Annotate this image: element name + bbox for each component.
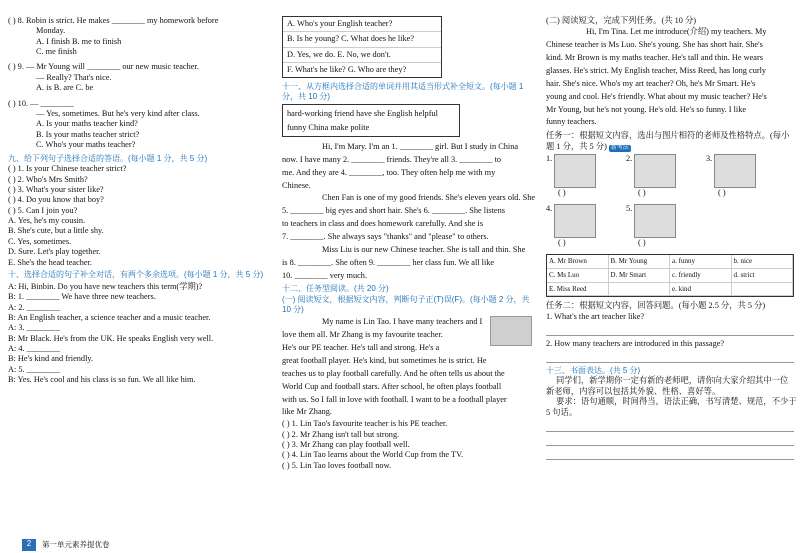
word-box: hard-working friend have she English helpful funny China make polite: [282, 104, 460, 137]
writing-line[interactable]: [546, 449, 794, 460]
passage-line: 7. ________. She always says "thanks" and "please" to others.: [282, 231, 489, 241]
dialog-line: B: Yes. He's cool and his class is so fun. We all like him.: [8, 375, 196, 385]
pic-number: 5.: [626, 204, 633, 214]
pic-blank: ( ): [638, 188, 646, 198]
tf-item: ( ) 1. Lin Tao's favourite teacher is his PE teacher.: [282, 419, 448, 429]
pic-number: 4.: [546, 204, 553, 214]
dialog-line: A: Hi, Binbin. Do you have new teachers this term(学期)?: [8, 281, 203, 291]
reading-line: My name is Lin Tao. I have many teachers and I: [322, 317, 483, 327]
passage-line: Hi, I'm Tina. Let me introduce(介绍) my teachers. My: [586, 27, 767, 37]
tf-item: ( ) 3. Mr Zhang can play football well.: [282, 440, 410, 450]
reading-line: with us. So I fall in love with football. I want to be a football player: [282, 394, 507, 404]
passage-line: hair. She's nice. Who's my art teacher? Oh, he's Mr Smart. He's: [546, 78, 756, 88]
reading-line: like Mr Zhang.: [282, 407, 333, 417]
passage-line: funny teachers.: [546, 117, 597, 127]
q8-options: A. I finish B. me to finish: [36, 36, 122, 46]
writing-prompt: 要求：语句通顺，时间得当，语法正确，书写清楚、规范，不少于: [556, 397, 797, 407]
dialog-line: B: An English teacher, a science teacher and a music teacher.: [8, 312, 211, 322]
q10-line: ( ) 10. — ________: [8, 98, 74, 108]
grid-cell: A. Mr Brown: [547, 255, 609, 269]
sec9-answer: E. She's the head teacher.: [8, 257, 92, 267]
passage-line: 5. ________ big eyes and short hair. She's 6. ________. She listens: [282, 206, 505, 216]
reading-line: World Cup and football stars. After school, he often plays football: [282, 381, 502, 391]
sec9-question: ( ) 5. Can I join you?: [8, 205, 78, 215]
grid-cell: E. Miss Reed: [547, 283, 609, 297]
passage-line: Hi, I'm Mary. I'm an 1. ________ girl. But I study in China: [322, 141, 519, 151]
writing-prompt: 5 句话。: [546, 407, 578, 417]
q10-line: — Yes, sometimes. But he's very kind after class.: [36, 108, 200, 118]
grid-cell: d. strict: [732, 269, 794, 283]
reading-task-heading: (一) 阅读短文，根据短文内容，判断句子正(T)误(F)。(每小题 2 分，共 10 分): [282, 295, 530, 315]
section-11-heading: 十一、从方框内选择合适的单词并用其适当形式补全短文。(每小题 1 分，共 10 分): [282, 82, 524, 102]
dialog-line: B: He's kind and friendly.: [8, 354, 94, 364]
passage-line: Chinese.: [282, 180, 311, 190]
dialog-line: A: 5. ________: [8, 364, 60, 374]
task-heading: (二) 阅读短文，完成下列任务。(共 10 分): [546, 16, 697, 25]
teacher-picture: [634, 154, 676, 188]
grid-cell: [609, 283, 671, 297]
column-right: [546, 16, 797, 463]
sec9-answer: A. Yes, he's my cousin.: [8, 216, 86, 226]
page-footer-title: 第一单元素养提优卷: [42, 540, 110, 549]
passage-line: young and cool. He's friendly. What about my music teacher? He's: [546, 91, 767, 101]
pic-blank: ( ): [718, 188, 726, 198]
reading-line: teaches us to play football carefully. And he often tells us about the: [282, 368, 505, 378]
pic-number: 3.: [706, 154, 713, 164]
picture-row: [546, 154, 794, 250]
dialog-line: B: Mr Black. He's from the UK. He speaks English very well.: [8, 333, 214, 343]
pic-blank: ( ): [638, 238, 646, 248]
grid-cell: C. Ms Luo: [547, 269, 609, 283]
tf-item: ( ) 2. Mr Zhang isn't tall but strong.: [282, 429, 400, 439]
tf-item: ( ) 5. Lin Tao loves football now.: [282, 460, 392, 470]
q8-line: ( ) 8. Robin is strict. He makes ________ my homework before: [8, 16, 219, 25]
q10-option: C. Who's your maths teacher?: [36, 139, 136, 149]
q8-options: C. me finish: [36, 47, 77, 57]
choice-grid: [546, 254, 794, 297]
section-9-heading: 九、给下列句子选择合适的答语。(每小题 1 分，共 5 分): [8, 154, 208, 164]
passage-line: Miss Liu is our new Chinese teacher. She is tall and thin. She: [322, 244, 526, 254]
reading-line: great football player. He's kind, but sometimes he is strict. He: [282, 356, 487, 365]
sec9-answer: C. Yes, sometimes.: [8, 236, 72, 246]
sec9-answer: D. Sure. Let's play together.: [8, 247, 101, 257]
sec9-question: ( ) 2. Who's Mrs Smith?: [8, 174, 88, 184]
passage-line: Chinese teacher is Ms Luo. She's young. She has short hair. She's: [546, 40, 763, 50]
q8-line: Monday.: [36, 26, 66, 36]
pic-number: 2.: [626, 154, 633, 164]
column-middle: [282, 16, 536, 471]
grid-cell: a. funny: [670, 255, 732, 269]
option-line: D. Yes, we do. E. No, we don't.: [283, 48, 441, 63]
pic-blank: ( ): [558, 188, 566, 198]
tf-item: ( ) 4. Lin Tao learns about the World Cup from the TV.: [282, 450, 464, 460]
task1-text: 任务一：根据短文内容，选出与图片相符的老师及性格特点。(每小题 1 分，共 5 分): [546, 131, 790, 151]
tina-passage: [546, 26, 794, 129]
football-picture: [490, 316, 532, 346]
sec9-question: ( ) 4. Do you know that boy?: [8, 195, 104, 205]
q9-options: A. is B. are C. be: [36, 83, 94, 93]
options-box: [282, 16, 442, 78]
passage-line: me. And they are 4. ________, too. They often help me with my: [282, 167, 496, 177]
section-10-heading: 十、选择合适的句子补全对话，有两个多余选项。(每小题 1 分，共 5 分): [8, 269, 264, 279]
teacher-picture: [634, 204, 676, 238]
passage-line: is 8. ________. She often 9. ________ her class fun. We all like: [282, 257, 495, 267]
passage-line: Chen Fan is one of my good friends. She's eleven years old. She: [322, 193, 536, 203]
grid-cell: D. Mr Smart: [609, 269, 671, 283]
sec9-question: ( ) 3. What's your sister like?: [8, 185, 104, 195]
passage-line: now. I have many 2. ________ friends. They're all 3. ________ to: [282, 154, 502, 164]
passage-line: to teachers in class and does homework carefully. And she is: [282, 219, 484, 229]
dialog-line: B: 1. ________ We have three new teachers.: [8, 292, 156, 302]
passage-line: 10. ________ very much.: [282, 270, 368, 280]
answer-line[interactable]: [546, 352, 794, 363]
sec9-answer: B. She's cute, but a little shy.: [8, 226, 104, 236]
q10-option: B. Is your maths teacher strict?: [36, 129, 140, 139]
column-left: [8, 16, 270, 386]
task2-question: 1. What's the art teacher like?: [546, 311, 645, 321]
q9-line: — Really? That's nice.: [36, 72, 112, 82]
q10-option: A. Is your maths teacher kind?: [36, 119, 138, 129]
option-line: B. Is he young? C. What does he like?: [283, 32, 441, 47]
cloze-passage: [282, 141, 536, 282]
pic-number: 1.: [546, 154, 553, 164]
passage-line: glasses. He's strict. My English teacher, Miss Reed, has long curly: [546, 65, 767, 75]
teacher-picture: [554, 204, 596, 238]
grid-cell: e. kind: [670, 283, 732, 297]
reading-line: He's our PE teacher. He's tall and strong. He's a: [282, 343, 440, 353]
option-line: A. Who's your English teacher?: [283, 17, 441, 32]
sec9-question: ( ) 1. Is your Chinese teacher strict?: [8, 164, 127, 174]
writing-line[interactable]: [546, 421, 794, 432]
dialog-line: A: 4. ________: [8, 344, 60, 354]
reading-line: love them all. Mr Zhang is my favourite teacher.: [282, 330, 443, 340]
section-13-heading: 十三、书面表达。(共 5 分): [546, 366, 641, 376]
passage-line: Mr Young, but he's not young. He's old. He's so funny. I like: [546, 104, 747, 114]
writing-prompt: 同学们，新学期你一定有新的老师吧，请你向大家介绍其中一位: [556, 376, 789, 386]
teacher-picture: [714, 154, 756, 188]
new-format-tag: 新考法: [610, 144, 629, 151]
task1-heading: [546, 131, 794, 152]
teacher-picture: [554, 154, 596, 188]
writing-line[interactable]: [546, 435, 794, 446]
passage-line: kind. Mr Brown is my maths teacher. He's tall and thin. He wears: [546, 53, 763, 63]
task2-question: 2. How many teachers are introduced in this passage?: [546, 339, 725, 349]
dialog-line: A: 2. ________: [8, 302, 60, 312]
dialog-line: A: 3. ________: [8, 323, 60, 333]
answer-line[interactable]: [546, 325, 794, 336]
grid-cell: [732, 283, 794, 297]
section-12-heading: 十二、任务型阅读。(共 20 分): [282, 284, 389, 294]
pic-blank: ( ): [558, 238, 566, 248]
page-number: 2: [22, 539, 36, 551]
grid-cell: b. nice: [732, 255, 794, 269]
grid-cell: B. Mr Young: [609, 255, 671, 269]
q9-line: ( ) 9. — Mr Young will ________ our new music teacher.: [8, 62, 199, 72]
task2-heading: 任务二：根据短文内容，回答问题。(每小题 2.5 分，共 5 分): [546, 301, 766, 311]
grid-cell: c. friendly: [670, 269, 732, 283]
reading-passage: [282, 316, 532, 419]
option-line: F. What's he like? G. Who are they?: [287, 65, 407, 75]
writing-prompt: 新老师，内容可以包括其外貌、性格、喜好等。: [546, 386, 721, 396]
